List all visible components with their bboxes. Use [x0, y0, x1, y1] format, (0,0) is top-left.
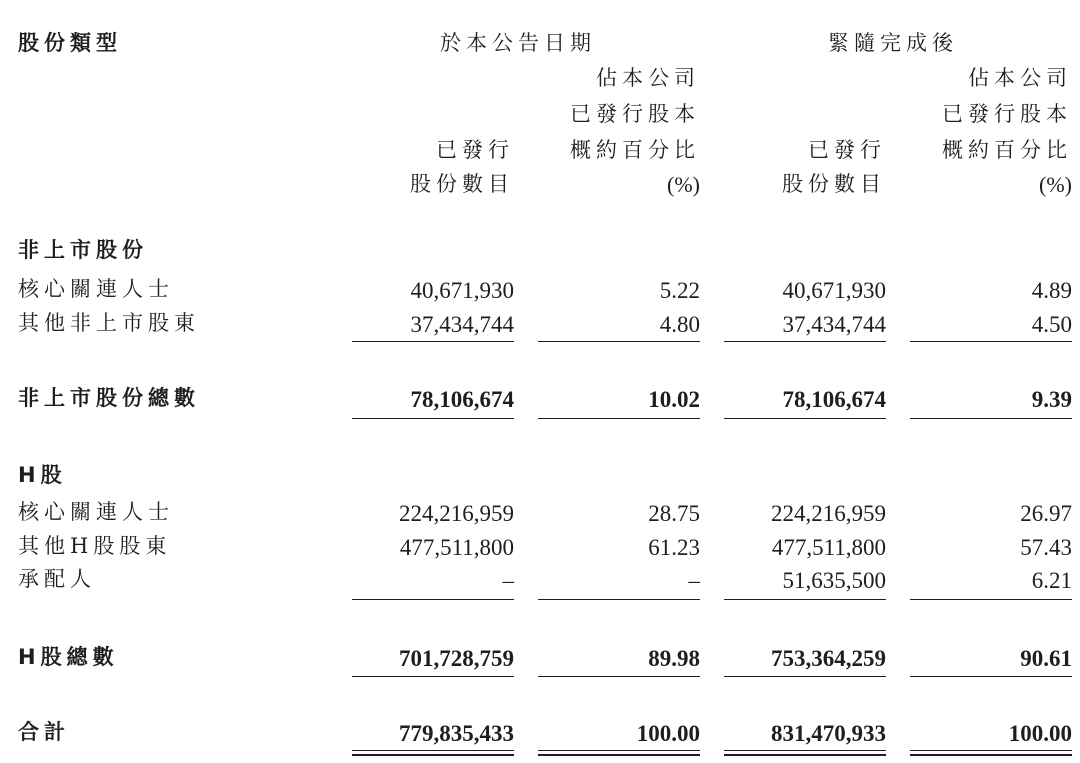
cell-shares-after: 477,511,800 [771, 535, 886, 560]
col-pct-header-line4-a: (%) [667, 172, 700, 197]
header-as-at-announcement: 於本公告日期 [440, 31, 596, 55]
total-rule [538, 418, 700, 419]
cell-shares-as-at: 37,434,744 [410, 312, 514, 337]
header-share-type: 股份類型 [18, 31, 122, 55]
subtotal-rule [724, 599, 886, 600]
subtotal-rule [538, 599, 700, 600]
col-shares-header-line2-b: 股份數目 [782, 172, 886, 196]
grand-total-rule-upper [724, 750, 886, 751]
cell-pct-after: 26.97 [1020, 501, 1072, 526]
cell-pct-as-at: – [688, 568, 700, 593]
grand-total-rule-lower [724, 754, 886, 756]
cell-shares-after: 224,216,959 [771, 501, 886, 526]
cell-shares-after: 51,635,500 [782, 568, 886, 593]
col-shares-header-line1-b: 已發行 [808, 138, 886, 162]
total-rule [724, 418, 886, 419]
row-label: 合計 [18, 720, 70, 744]
row-label: H股 [18, 463, 67, 487]
grand-total-rule-lower [910, 754, 1072, 756]
cell-pct-as-at: 61.23 [648, 535, 700, 560]
header-after-completion: 緊隨完成後 [828, 31, 958, 55]
col-pct-header-line1-a: 佔本公司 [596, 66, 700, 90]
subtotal-rule [724, 341, 886, 342]
cell-shares-as-at: 224,216,959 [399, 501, 514, 526]
cell-shares-as-at: 779,835,433 [399, 721, 514, 746]
col-shares-header-line2-a: 股份數目 [410, 172, 514, 196]
row-label: 非上市股份總數 [18, 386, 200, 410]
cell-shares-after: 37,434,744 [782, 312, 886, 337]
row-label: 核心關連人士 [18, 277, 174, 301]
col-pct-header-line3-a: 概約百分比 [570, 138, 700, 162]
subtotal-rule [910, 341, 1072, 342]
row-label: H股總數 [18, 645, 119, 669]
cell-pct-as-at: 28.75 [648, 501, 700, 526]
cell-shares-as-at: – [502, 568, 514, 593]
cell-shares-after: 831,470,933 [771, 721, 886, 746]
total-rule [724, 676, 886, 677]
total-rule [352, 418, 514, 419]
total-rule [910, 676, 1072, 677]
row-label: 核心關連人士 [18, 500, 174, 524]
grand-total-rule-upper [538, 750, 700, 751]
total-rule [352, 676, 514, 677]
cell-shares-as-at: 40,671,930 [410, 278, 514, 303]
cell-shares-as-at: 78,106,674 [410, 387, 514, 412]
col-shares-header-line1-a: 已發行 [436, 138, 514, 162]
row-label: 非上市股份 [18, 238, 148, 262]
cell-pct-after: 100.00 [1008, 721, 1072, 746]
row-label: 其他非上市股東 [18, 311, 200, 335]
col-pct-header-line1-b: 佔本公司 [968, 66, 1072, 90]
subtotal-rule [538, 341, 700, 342]
cell-pct-as-at: 89.98 [648, 646, 700, 671]
cell-shares-after: 753,364,259 [771, 646, 886, 671]
cell-pct-after: 57.43 [1020, 535, 1072, 560]
col-pct-header-line2-a: 已發行股本 [570, 102, 700, 126]
cell-pct-after: 6.21 [1031, 568, 1072, 593]
total-rule [910, 418, 1072, 419]
col-pct-header-line4-b: (%) [1039, 172, 1072, 197]
grand-total-rule-upper [910, 750, 1072, 751]
cell-pct-after: 4.89 [1031, 278, 1072, 303]
grand-total-rule-upper [352, 750, 514, 751]
col-pct-header-line2-b: 已發行股本 [942, 102, 1072, 126]
cell-shares-as-at: 477,511,800 [399, 535, 514, 560]
subtotal-rule [352, 341, 514, 342]
row-label: 承配人 [18, 567, 96, 591]
cell-pct-as-at: 4.80 [659, 312, 700, 337]
subtotal-rule [352, 599, 514, 600]
cell-pct-as-at: 10.02 [648, 387, 700, 412]
row-label: 其他H股股東 [18, 534, 172, 558]
cell-pct-as-at: 100.00 [636, 721, 700, 746]
grand-total-rule-lower [538, 754, 700, 756]
cell-shares-as-at: 701,728,759 [399, 646, 514, 671]
total-rule [538, 676, 700, 677]
cell-shares-after: 40,671,930 [782, 278, 886, 303]
cell-pct-as-at: 5.22 [659, 278, 700, 303]
grand-total-rule-lower [352, 754, 514, 756]
cell-pct-after: 90.61 [1020, 646, 1072, 671]
cell-shares-after: 78,106,674 [782, 387, 886, 412]
cell-pct-after: 4.50 [1031, 312, 1072, 337]
cell-pct-after: 9.39 [1031, 387, 1072, 412]
subtotal-rule [910, 599, 1072, 600]
col-pct-header-line3-b: 概約百分比 [942, 138, 1072, 162]
